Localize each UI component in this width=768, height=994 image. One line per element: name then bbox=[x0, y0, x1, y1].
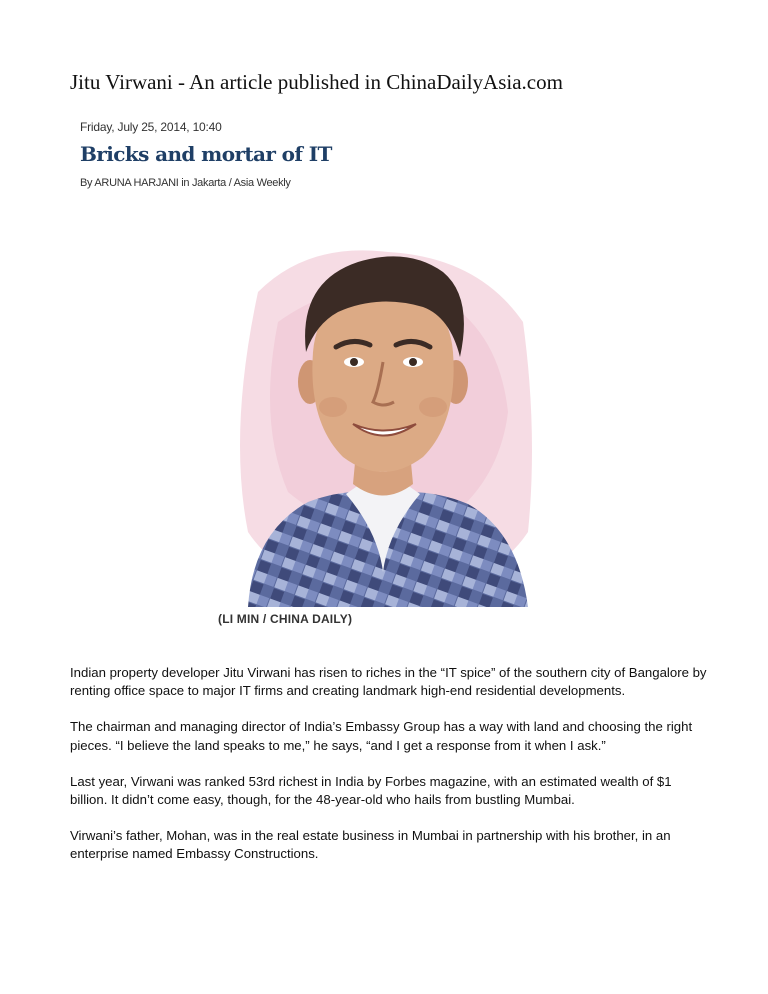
article-clipping bbox=[78, 112, 538, 632]
article-body bbox=[70, 664, 710, 882]
article-paragraph: The chairman and managing director of India’s Embassy Group has a way with land and choosing the right pieces. “I believe the land speaks to me,” he says, “and I get a response from it when I ask.” bbox=[70, 719, 693, 753]
clipping-byline: By ARUNA HARJANI in Jakarta / Asia Weekly bbox=[80, 177, 291, 189]
clipping-date: Friday, July 25, 2014, 10:40 bbox=[80, 120, 222, 134]
article-paragraph: Virwani’s father, Mohan, was in the real estate business in Mumbai in partnership with his brother, in an enterprise named Embassy Constructions. bbox=[70, 828, 671, 862]
clipping-headline: Bricks and mortar of IT bbox=[80, 142, 332, 166]
article-paragraph: Last year, Virwani was ranked 53rd richest in India by Forbes magazine, with an estimated wealth of $1 billion. It didn’t come easy, though, for the 48-year-old who hails from bustling Mumbai. bbox=[70, 773, 672, 808]
portrait-illustration bbox=[228, 232, 538, 607]
article-paragraph: Indian property developer Jitu Virwani has risen to riches in the “IT spice” of the southern city of Bangalore by renting office space to major IT firms and creating landmark high-end residential developments. bbox=[70, 665, 707, 699]
document-title: Jitu Virwani - An article published in ChinaDailyAsia.com bbox=[70, 70, 563, 94]
portrait-credit: (LI MIN / CHINA DAILY) bbox=[218, 612, 353, 626]
